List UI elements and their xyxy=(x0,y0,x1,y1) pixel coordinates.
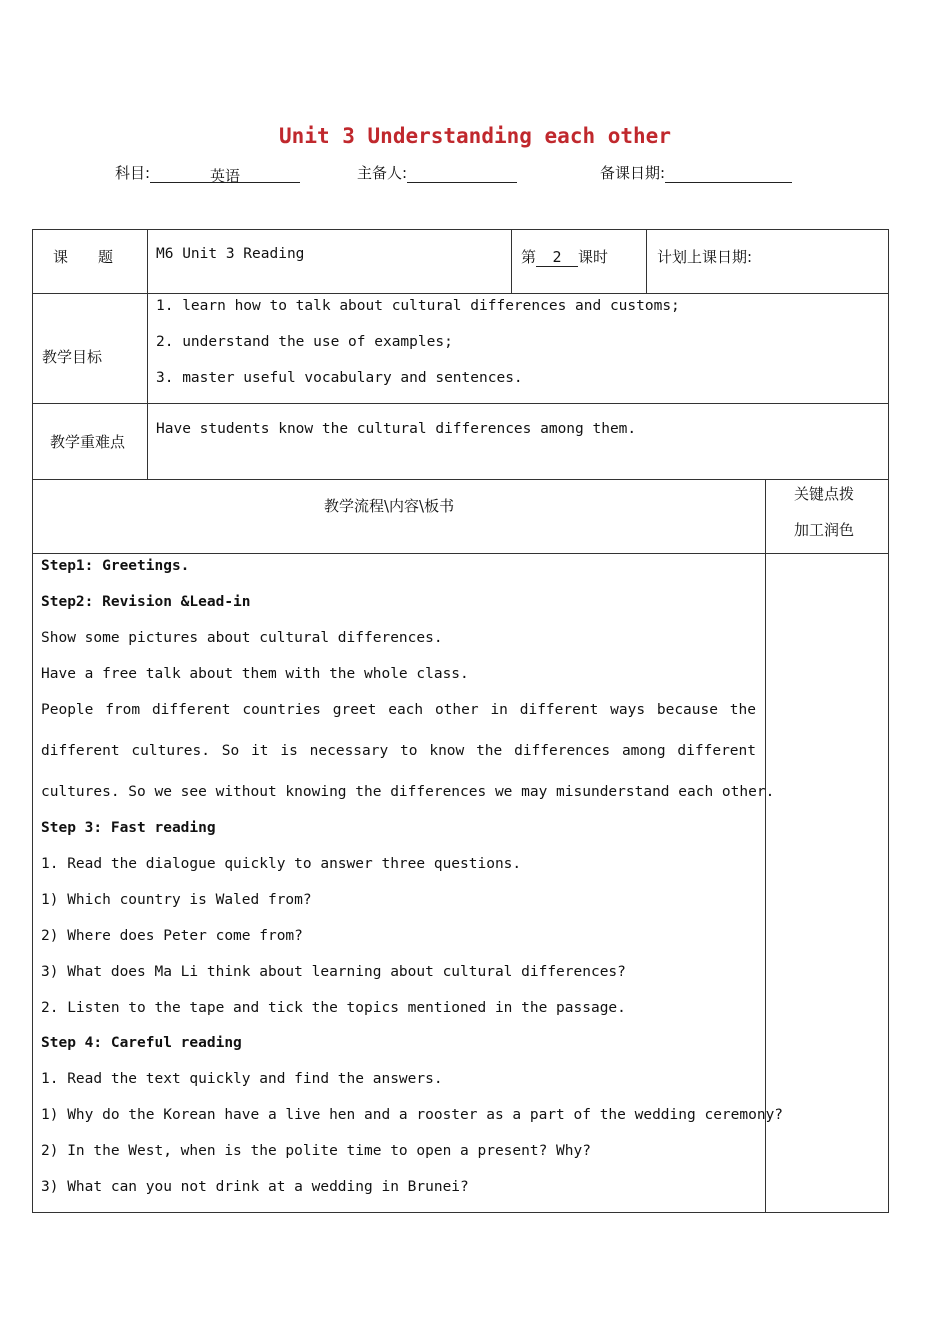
page-title: Unit 3 Understanding each other xyxy=(279,124,671,148)
objective-item: 2. understand the use of examples; xyxy=(156,334,453,350)
content-line: cultures. So we see without knowing the differences we may misunderstand each other. xyxy=(41,784,775,800)
side-header-polish: 加工润色 xyxy=(794,521,855,539)
process-header: 教学流程\内容\板书 xyxy=(324,497,455,515)
step-heading: Step 3: Fast reading xyxy=(41,820,216,836)
row-divider xyxy=(32,553,889,554)
preparer-label: 主备人: xyxy=(357,164,408,182)
col-divider xyxy=(765,479,766,1213)
topic-value: M6 Unit 3 Reading xyxy=(156,246,305,262)
subject-field xyxy=(115,162,300,183)
content-line: 1) Why do the Korean have a live hen and a rooster as a part of the wedding ceremony? xyxy=(41,1107,784,1123)
row-divider xyxy=(32,403,889,404)
content-line: 1) Which country is Waled from? xyxy=(41,892,312,908)
objective-item: 3. master useful vocabulary and sentences. xyxy=(156,370,523,386)
content-line: 2. Listen to the tape and tick the topics mentioned in the passage. xyxy=(41,1000,626,1016)
content-line: 3) What can you not drink at a wedding in Brunei? xyxy=(41,1179,469,1195)
content-line: different cultures. So it is necessary to know the differences among different xyxy=(41,743,756,759)
header-meta xyxy=(0,162,950,184)
topic-label: 课 题 xyxy=(53,248,114,266)
preparer-value xyxy=(407,165,517,183)
content-line: Have a free talk about them with the whole class. xyxy=(41,666,469,682)
prep-date-value xyxy=(665,165,792,183)
row-divider xyxy=(32,293,889,294)
prep-date-field xyxy=(600,162,792,183)
objective-item: 1. learn how to talk about cultural differences and customs; xyxy=(156,298,680,314)
preparer-field xyxy=(357,162,517,183)
plan-date-label: 计划上课日期: xyxy=(657,248,753,266)
lesson-plan-table xyxy=(32,229,889,1213)
content-line: 1. Read the dialogue quickly to answer three questions. xyxy=(41,856,522,872)
step-heading: Step2: Revision &Lead-in xyxy=(41,594,251,610)
content-line: 2) Where does Peter come from? xyxy=(41,928,303,944)
content-line: Show some pictures about cultural differences. xyxy=(41,630,443,646)
subject-value: 英语 xyxy=(150,165,300,183)
col-divider xyxy=(646,229,647,293)
period-suffix: 课时 xyxy=(578,248,609,266)
subject-label: 科目: xyxy=(115,164,151,182)
step-heading: Step 4: Careful reading xyxy=(41,1035,242,1051)
content-line: People from different countries greet each other in different ways because the xyxy=(41,702,756,718)
content-line: 1. Read the text quickly and find the answers. xyxy=(41,1071,443,1087)
period-field xyxy=(521,246,608,267)
col-divider xyxy=(147,229,148,479)
objectives-label: 教学目标 xyxy=(42,348,103,366)
side-header-key-points: 关键点拨 xyxy=(794,485,855,503)
key-points-label: 教学重难点 xyxy=(50,433,126,451)
period-value: 2 xyxy=(536,248,578,267)
content-line: 2) In the West, when is the polite time to open a present? Why? xyxy=(41,1143,591,1159)
prep-date-label: 备课日期: xyxy=(600,164,666,182)
content-line: 3) What does Ma Li think about learning about cultural differences? xyxy=(41,964,626,980)
col-divider xyxy=(511,229,512,293)
row-divider xyxy=(32,479,889,480)
key-points-text: Have students know the cultural differences among them. xyxy=(156,421,637,437)
step-heading: Step1: Greetings. xyxy=(41,558,190,574)
period-prefix: 第 xyxy=(521,248,537,266)
